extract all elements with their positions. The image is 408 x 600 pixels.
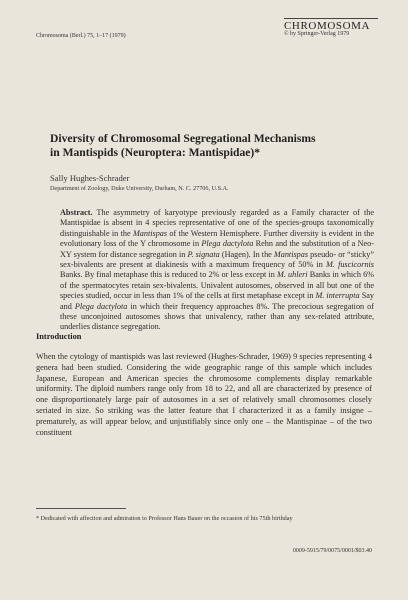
- journal-masthead: [284, 18, 378, 37]
- abstract-text-9: in which their frequency approaches 8%. The precocious segregation of these unconjoined autosomes shows that univalency, rather than any sex-related attribute, underlies distance segregation.: [60, 301, 374, 332]
- introduction-text: When the cytology of mantispids was last reviewed (Hughes-Schrader, 1969) 9 species representing 4 genera had been studied. Considering the wide geographic range of this sample which includes Japanese, European and American species the chromosome complements display remarkable uniformity. The diploid numbers range only from 18 to 22, and all are characterized by presence of one disproportionately large pair of autosomes in a set of relatively small chromosomes closely seriated in size. So striking was the latter feature that I characterized it as a family insigne – prematurely, as will appear below, and unjustifiably since only one – the Mantispinae – of the two constituent: [36, 352, 372, 437]
- abstract-text-7: Banks in which 6% of the spermatocytes retain sex-bivalents. Univalent autosomes, observed in all but one of the species studied, occur in less than 1% of the cells at first metaphase except in: [60, 270, 374, 301]
- abstract-text-6: Banks. By final metaphase this is reduced to 2% or less except in: [60, 270, 277, 280]
- section-heading-introduction: Introduction: [36, 332, 82, 341]
- abstract-italic-1: Mantispas: [132, 228, 168, 238]
- abstract-text-3: Rehn and the substitution of a Neo-XY system for distance segregation in: [60, 239, 374, 259]
- abstract-italic-2: Plega dactylota: [201, 239, 254, 249]
- journal-name: CHROMOSOMA: [284, 20, 371, 32]
- abstract-italic-3: P. signata: [187, 249, 220, 259]
- footnote-divider: [36, 508, 126, 509]
- article-title: [50, 132, 380, 160]
- author-name: Sally Hughes-Schrader: [50, 173, 130, 183]
- abstract: [60, 208, 374, 333]
- abstract-italic-7: M. interrupta: [315, 291, 360, 301]
- footnote: * Dedicated with affection and admiration to Professor Hans Bauer on the occasion of his 75th birthday: [36, 515, 293, 522]
- title-line-1: Diversity of Chromosomal Segregational Mechanisms: [50, 132, 316, 145]
- abstract-italic-6: M. uhleri: [277, 270, 308, 280]
- author-affiliation: Department of Zoology, Duke University, Durham, N. C. 27706, U.S.A.: [50, 185, 229, 192]
- title-line-2: in Mantispids (Neuroptera: Mantispidae)*: [50, 146, 261, 159]
- journal-copyright: © by Springer-Verlag 1979: [284, 31, 350, 37]
- abstract-text-1: The asymmetry of karyotype previously regarded as a Family character of the Mantispidae is absent in 4 species representative of one of the species-groups taxonomically distinguishable in the: [60, 208, 374, 238]
- abstract-italic-8: Plega dactylota: [74, 301, 128, 311]
- abstract-text-8: Say and: [60, 291, 374, 311]
- abstract-italic-4: Mantispas: [273, 249, 309, 259]
- abstract-text-2: of the Western Hemisphere. Further diversity is evident in the evolutionary loss of the Y chromosome in: [60, 228, 374, 249]
- abstract-text-5: pseudo- or “sticky” sex-bivalents are present at diakinesis with a maximum frequency of 50% in: [60, 249, 374, 270]
- abstract-text-4: (Hagen). In the: [219, 249, 274, 259]
- issn-code: 0009-5915/79/0075/0001/$03.40: [292, 548, 372, 554]
- journal-citation: Chromosoma (Berl.) 75, 1–17 (1979): [36, 33, 126, 39]
- abstract-label: Abstract.: [60, 208, 93, 217]
- abstract-italic-5: M. fuscicornis: [326, 260, 374, 270]
